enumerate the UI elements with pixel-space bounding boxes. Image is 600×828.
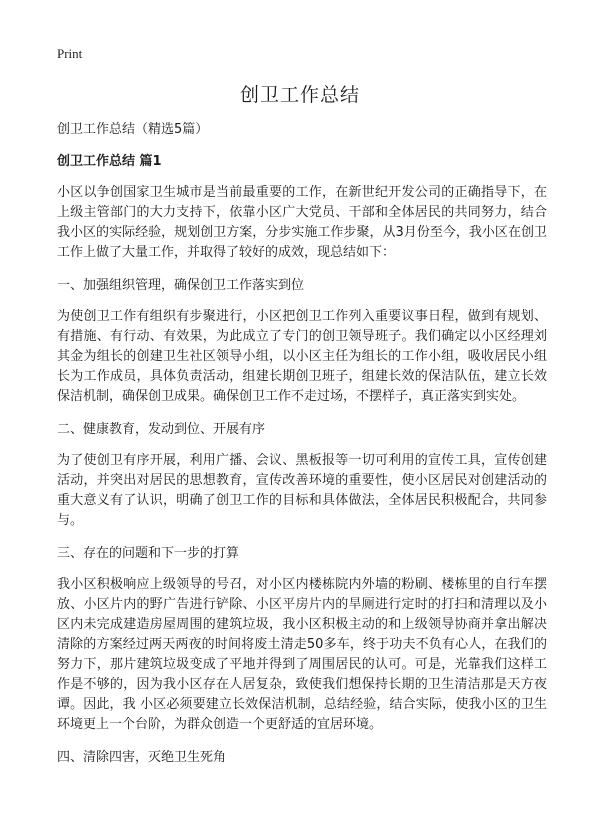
paragraph-1: 为使创卫工作有组织有步聚进行，小区把创卫工作列入重要议事日程，做到有规划、有措施、有行动、有效果，为此成立了专门的创卫领导班子。我们确定以小区经理刘其金为组长的创建卫生社区领导小组，以小区主任为组长的工作小组，吸收居民小组长为工作成员，具体负责活动，组建长期创卫班子，组建长效的保洁队伍，建立长效保洁机制，确保创卫成果。确保创卫工作不走过场，不摆样子，真正落实到实处。	[57, 309, 547, 404]
print-link[interactable]: Print	[57, 46, 83, 61]
document-subtitle: 创卫工作总结（精选5篇）	[57, 122, 209, 137]
section-title: 创卫工作总结 篇1	[57, 154, 162, 169]
heading-4: 四、清除四害，灭绝卫生死角	[57, 750, 227, 765]
heading-2: 二、健康教育，发动到位、开展有序	[57, 422, 266, 437]
heading-3: 三、存在的问题和下一步的打算	[57, 546, 240, 561]
heading-1: 一、加强组织管理，确保创卫工作落实到位	[57, 278, 305, 293]
document-title: 创卫工作总结	[239, 84, 360, 106]
intro-paragraph: 小区以争创国家卫生城市是当前最重要的工作，在新世纪开发公司的正确指导下，在上级主管部门的大力支持下，依靠小区广大党员、干部和全体居民的共同努力，结合我小区的实际经验，规划创卫方案，分步实施工作步聚，从3月份至今，我小区在创卫工作上做了大量工作，并取得了较好的成效，现总结如下：	[57, 185, 547, 260]
paragraph-3: 我小区积极响应上级领导的号召，对小区内楼栋院内外墙的粉刷、楼栋里的自行车摆放、小区片内的野广告进行铲除、小区平房片内的旱厕进行定时的打扫和清理以及小区内未完成建造房屋周围的建筑垃圾，我小区积极主动的和上级领导协商并拿出解决清除的方案经过两天两夜的时间将废土清走50多车，终于功夫不负有心人，在我们的努力下，那片建筑垃圾变成了平地并得到了周围居民的认可。可是，光靠我们这样工作是不够的，因为我小区存在人居复杂，致使我们想保持长期的卫生清洁那是天方夜谭。因此，我 小区必须要建立长效保洁机制，总结经验，结合实际，使我小区的卫生环境更上一个台阶，为群众创造一个更舒适的宜居环境。	[57, 577, 547, 732]
paragraph-2: 为了使创卫有序开展，利用广播、会议、黑板报等一切可利用的宣传工具，宣传创建活动，并突出对居民的思想教育，宣传改善环境的重要性，使小区居民对创建活动的重大意义有了认识，明确了创卫工作的目标和具体做法，全体居民积极配合，共同参与。	[57, 453, 547, 528]
document-body	[57, 119, 547, 768]
